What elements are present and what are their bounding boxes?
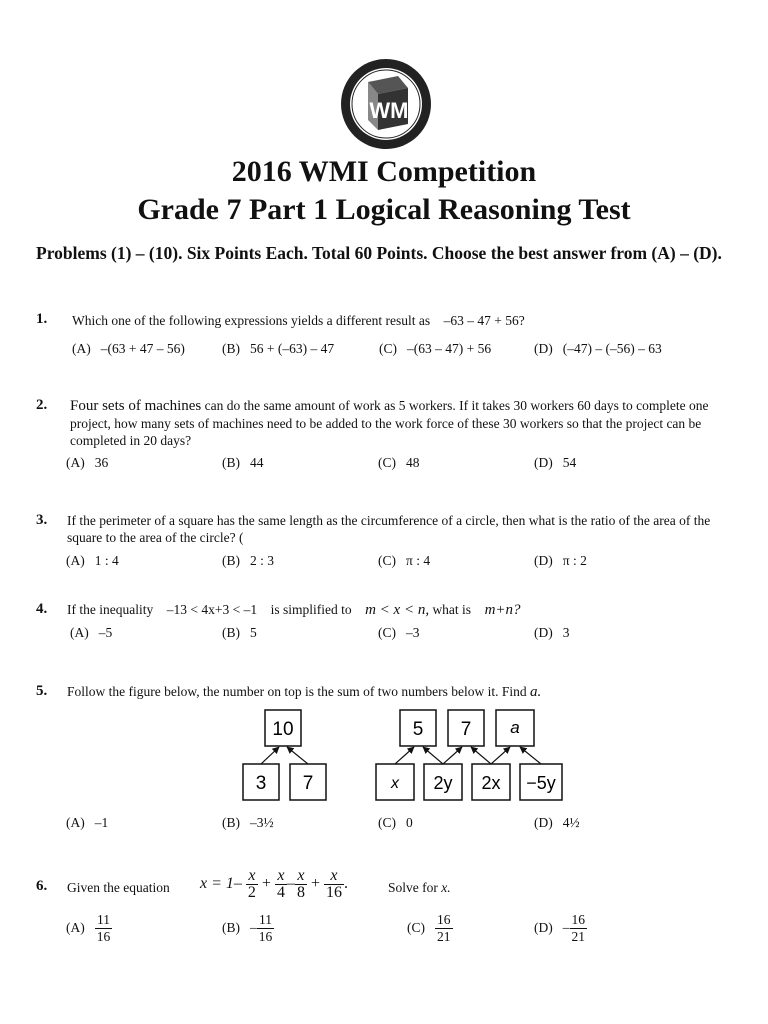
q2-number: 2. (36, 397, 48, 413)
q5-left-top-value: 10 (272, 719, 294, 740)
q5-text: Follow the figure below, the number on top is the sum of two numbers below it. Find a. (67, 684, 542, 700)
q6-number: 6. (36, 878, 48, 894)
q3-text: If the perimeter of a square has the same length as the circumference of a circle, then what is the ratio of the area of the square to the area of the circle? ( (67, 513, 711, 545)
q6-frac-2: $\frac{x}{4}$ (276, 867, 285, 901)
q4-text: If the inequality –13 < 4x+3 < –1 is simplified to m < x < n, what is m+n? (67, 602, 521, 618)
q1-option-d: (D) (–47) – (–56) – 63 (534, 341, 662, 356)
instructions: Problems (1) – (10). Six Points Each. Total 60 Points. Choose the best answer from (A) – (D). (36, 243, 722, 263)
q6-ask: Solve for x. (388, 880, 451, 895)
q6-option-d: (D) – $\frac{16}{21}$ (534, 912, 585, 944)
q5-right-bottom-value-4: −5y (526, 773, 556, 793)
q4-option-b: (B) 5 (222, 625, 257, 640)
q3-option-d: (D) π : 2 (534, 553, 587, 568)
q6-option-b: (B) – $\frac{11}{16}$ (222, 912, 273, 944)
q1-option-a: (A) –(63 + 47 – 56) (72, 341, 185, 356)
q2-text: Four sets of machines can do the same amount of work as 5 workers. If it takes 30 workers 60 days to complete one project, how many sets of machines need to be added to the work force of these 30 workers so that the project can be completed in 20 days? (70, 398, 709, 448)
q6-equation: x = 1– $\frac{x}{2}$ + $\frac{x}{4}$ – $\frac{x}{8}$ + $\frac{x}{16}$ . (200, 867, 348, 901)
q3-option-a: (A) 1 : 4 (66, 553, 119, 568)
q4-ask: m+n? (484, 602, 521, 618)
q3-option-c: (C) π : 4 (378, 553, 431, 568)
q5-right-top-value-3: a (510, 718, 520, 737)
q6-frac-3: $\frac{x}{8}$ (296, 867, 305, 901)
q2-option-a: (A) 36 (66, 455, 109, 470)
q1-option-b: (B) 56 + (–63) – 47 (222, 341, 335, 356)
q4-inequality: –13 < 4x+3 < –1 (166, 602, 258, 617)
q6-frac-4: $\frac{x}{16}$ (325, 867, 342, 901)
q3-number: 3. (36, 512, 48, 528)
wmi-logo (340, 58, 432, 150)
q5-right-top-value-1: 5 (412, 719, 424, 740)
q5-number: 5. (36, 683, 48, 699)
q4-number: 4. (36, 601, 48, 617)
q2-option-c: (C) 48 (378, 455, 420, 470)
q1-expression: –63 – 47 + 56? (443, 313, 525, 328)
q6-option-a: (A) $\frac{11}{16}$ (66, 912, 111, 944)
logo-text: WMI (369, 98, 415, 123)
q6-frac-1: $\frac{x}{2}$ (247, 867, 256, 901)
q5-option-b: (B) –3½ (222, 815, 274, 830)
q5-right-top-value-2: 7 (460, 719, 472, 740)
q5-option-a: (A) –1 (66, 815, 109, 830)
q4-option-d: (D) 3 (534, 625, 570, 640)
q5-right-bottom-value-3: 2x (481, 773, 501, 793)
q1-text: Which one of the following expressions yields a different result as –63 – 47 + 56? (72, 313, 525, 328)
q1-option-c: (C) –(63 – 47) + 56 (379, 341, 492, 356)
q4-simplified: m < x < n, (365, 602, 430, 618)
q2-option-d: (D) 54 (534, 455, 577, 470)
q5-option-c: (C) 0 (378, 815, 413, 830)
q1-number: 1. (36, 311, 48, 327)
title-line-2: Grade 7 Part 1 Logical Reasoning Test (137, 193, 631, 226)
q5-figure (230, 704, 570, 813)
q5-right-bottom-value-2: 2y (433, 773, 453, 793)
q2-option-b: (B) 44 (222, 455, 264, 470)
q6-text: Given the equation (67, 880, 170, 895)
q3-option-b: (B) 2 : 3 (222, 553, 275, 568)
q5-right-bottom-value-1: x (391, 775, 399, 792)
title-line-1: 2016 WMI Competition (231, 155, 537, 188)
q5-option-d: (D) 4½ (534, 815, 580, 830)
q4-option-c: (C) –3 (378, 625, 420, 640)
q5-left-bottom-value-2: 7 (302, 773, 314, 794)
q6-option-c: (C) $\frac{16}{21}$ (407, 912, 451, 944)
q5-left-bottom-value-1: 3 (255, 773, 267, 794)
q4-option-a: (A) –5 (70, 625, 113, 640)
